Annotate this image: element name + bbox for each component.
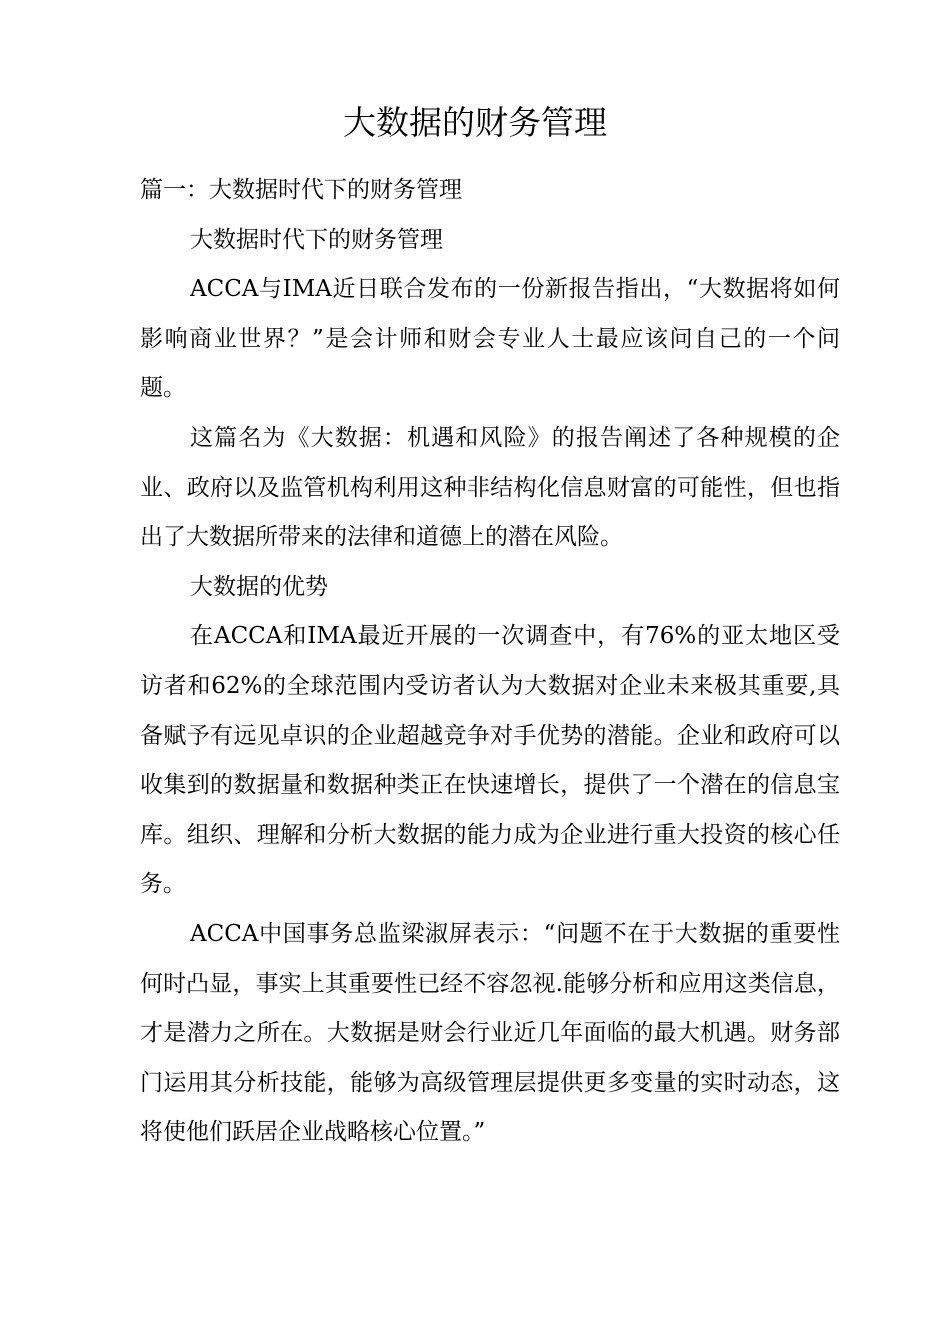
paragraph-report-intro: ACCA与IMA近日联合发布的一份新报告指出，“大数据将如何影响商业世界？”是会计师和财会专业人士最应该问自己的一个问题。 (140, 276, 840, 402)
section-heading: 篇一：大数据时代下的财务管理 (140, 177, 462, 203)
paragraph-survey: 在ACCA和IMA最近开展的一次调查中，有76%的亚太地区受访者和62%的全球范围内受访者认为大数据对企业未来极其重要,具备赋予有远见卓识的企业超越竞争对手优势的潜能。企业和政府可以收集到的数据量和数据种类正在快速增长，提供了一个潜在的信息宝库。组织、理解和分析大数据的能力成为企业进行重大投资的核心任务。 (140, 623, 840, 898)
article-subtitle: 大数据时代下的财务管理 (190, 226, 443, 253)
paragraph-quote: ACCA中国事务总监梁淑屏表示：“问题不在于大数据的重要性何时凸显，事实上其重要性已经不容忽视.能够分析和应用这类信息，才是潜力之所在。大数据是财会行业近几年面临的最大机遇。财务部门运用其分析技能，能够为高级管理层提供更多变量的实时动态，这将使他们跃居企业战略核心位置。” (140, 920, 840, 1146)
paragraph-report-summary: 这篇名为《大数据：机遇和风险》的报告阐述了各种规模的企业、政府以及监管机构利用这种非结构化信息财富的可能性，但也指出了大数据所带来的法律和道德上的潜在风险。 (140, 424, 840, 551)
document-body (140, 166, 840, 1158)
subheading-advantages: 大数据的优势 (190, 573, 328, 600)
document-title: 大数据的财务管理 (343, 103, 607, 142)
